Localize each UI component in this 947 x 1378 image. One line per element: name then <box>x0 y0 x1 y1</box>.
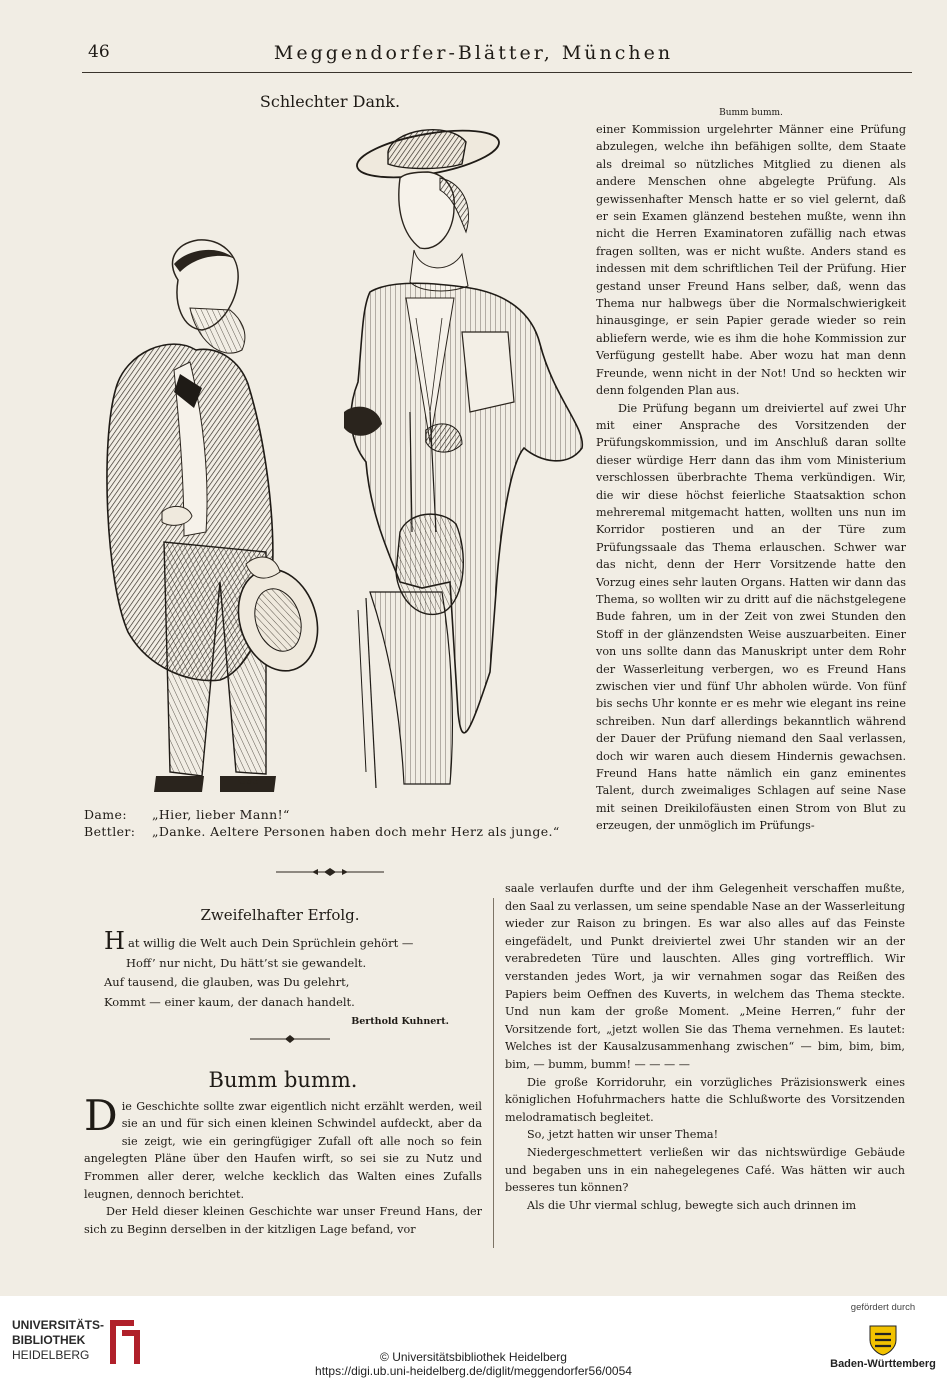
continuation-para-1: saale verlaufen durfte und der ihm Gelegenheit verschaffen mußte, den Saal zu verlassen, um seine spendable Nase an der Wasserleitung wieder zur Raison zu bringen. Es war also alles auf das Feinste eingefädelt, und Punkt dreiviertel zwei Uhr standen wir an der verabredeten Türe und lauschten. Alles ging vortrefflich. Wir verstanden jedes Wort, ja wir vernahmen sogar das Reißen des Papiers beim Oeffnen des Kuverts, in welchem das Thema steckte. Und nun kam der große Moment. „Meine Herren,“ fuhr der Vorsitzende fort, „jetzt wollen Sie das Thema vernehmen. Es lautet: Welches ist der Kausalzusammenhang zwischen“ — bim, bim, bim, bim, — bumm, bumm! — — — — <box>505 882 905 1071</box>
poem-line-2: Hoff’ nur nicht, Du hätt’st sie gewandelt. <box>126 955 367 970</box>
right-column-para-2: Die Prüfung begann um dreiviertel auf zwei Uhr mit einer Ansprache des Vorsitzenden der Prüfungskommission, und im Anschluß daran sollte dieser würdige Herr dann das ihm vom Ministerium verschlossen überbrachte Thema verkündigen. Wir, die wir diese höchst feierliche Staatsaktion schon mehreremal mitgemacht hatten, wollten uns nun im Korridor postieren und an der Türe zum Prüfungssaale das Thema erlauschen. Schwer war das nicht, denn der Herr Vorsitzende hatte den Vorzug eines sehr lauten Organs. Hatten wir dann das Thema, so wollten wir zu dritt auf die nächstgelegene Bude fahren, um in der Zeit von zwei Stunden den Stoff in der glänzendsten Weise auszuarbeiten. Einer von uns sollte dann das Manuskript unter dem Rohr der Wasserleitung verbergen, wo es Freund Hans zwischen vier und fünf Uhr abholen würde. Von fünf bis sechs Uhr konnte er es mehr wie elegant ins reine schreiben. Nun darf allerdings bekanntlich während der Dauer der Prüfung niemand den Saal verlassen, doch wir waren auch diesem Hindernis gewachsen. Freund Hans hatte nämlich ein ganz eminentes Talent, durch zweimaliges Schlagen auf seine Nase mit seinen Dreikilofäusten einen Strom von Blut zu erzeugen, der unmöglich im Prüfungs- <box>596 401 906 833</box>
sponsor-logo[interactable] <box>828 1316 938 1372</box>
story-para-1: Die Geschichte sollte zwar eigentlich nicht erzählt werden, weil sie an und für sich einen kleinen Schwindel aufdeckt, aber da sie zeigt, wie ein geringfügiger Zufall oft alle noch so fein angelegten Pläne über den Haufen wirft, so sei sie zu Nutz und Frommen aller derer, welche kecklich das Walten eines Zufalls leugnen, dennoch berichtet. <box>84 1090 482 1201</box>
cartoon-illustration <box>70 112 590 804</box>
caption-line-beggar: Bettler: „Danke. Aeltere Personen haben doch mehr Herz als junge.“ <box>84 824 560 839</box>
beggar-figure <box>107 240 330 792</box>
cartoon-title: Schlechter Dank. <box>259 92 401 111</box>
uni-line-2: BIBLIOTHEK <box>12 1333 86 1347</box>
lady-figure <box>344 122 582 788</box>
poem-title: Zweifelhafter Erfolg. <box>200 906 360 924</box>
poem-author: Berthold Kuhnert. <box>351 1016 449 1027</box>
page-number: 46 <box>88 42 110 62</box>
poem-line-1: Hat willig die Welt auch Dein Sprüchlein gehört — <box>104 927 414 955</box>
running-head: Bumm bumm. <box>719 108 783 118</box>
drop-cap: D <box>84 1090 118 1140</box>
uni-line-1: UNIVERSITÄTS- <box>12 1318 105 1332</box>
right-column-para-1: einer Kommission urgelehrter Männer eine Prüfung abzulegen, welche ihn befähigen sollte, dem Staate als dreimal so nützliches Mitglied zu dienen als andere Menschen ohne abgelegte Prüfung. Als gewissenhafter Mensch hatte er so viel gelernt, daß er sein Examen glänzend bestehen mußte, wenn ihn nicht die Herren Examinatoren zufällig nach etwas fragen sollten, was er nicht wußte. Anders stand es indessen mit dem schriftlichen Teil der Prüfung. Hier gestand unser Freund Hans selber, daß, wenn das Thema nur halbwegs über die Normalschwierigkeit hinausginge, er sein Papier gerade wieder so rein abliefern werde, wie es ihm die hohe Kommission zur Verfügung gestellt habe. Aber wozu hat man denn Freunde, wenn nicht in der Not! Und so heckten wir denn folgenden Plan aus. <box>596 123 906 398</box>
cartoon-caption <box>84 806 584 840</box>
state-crest-icon <box>866 1322 900 1356</box>
copyright-text: © Universitätsbibliothek Heidelberg <box>380 1350 567 1364</box>
ornament-icon <box>230 1034 350 1044</box>
story-para-2: Der Held dieser kleinen Geschichte war unser Freund Hans, der sich zu Beginn derselben in der kitzligen Lage befand, vor <box>84 1205 482 1236</box>
beggar-and-lady-engraving <box>70 112 590 804</box>
poem-initial: H <box>104 927 125 955</box>
continuation-para-5: Als die Uhr viermal schlug, bewegte sich auch drinnen im <box>527 1198 857 1212</box>
ornament-icon <box>240 866 420 878</box>
permalink[interactable]: https://digi.ub.uni-heidelberg.de/diglit/meggendorfer56/0054 <box>315 1364 632 1378</box>
page-header <box>0 40 947 70</box>
caption-line-lady: Dame: „Hier, lieber Mann!“ <box>84 807 290 822</box>
story-continuation <box>505 880 905 1214</box>
footer-credits <box>0 1350 947 1378</box>
column-rule <box>493 898 494 1248</box>
story <box>84 1068 482 1238</box>
continuation-para-2: Die große Korridoruhr, ein vorzügliches Präzisionswerk eines königlichen Hofuhrmachers hatte die Schlußworte des Vorsitzenden melodramatisch begleitet. <box>505 1075 905 1124</box>
ornament-divider-2 <box>230 1034 350 1047</box>
poem-line-4: Kommt — einer kaum, der danach handelt. <box>104 994 355 1009</box>
continuation-para-4: Niedergeschmettert verließen wir das nichtswürdige Gebäude und begaben uns in ein nahegelegenes Café. Was hätten wir auch besseres tun können? <box>505 1145 905 1195</box>
poem-line-3: Auf tausend, die glauben, was Du gelehrt, <box>104 975 350 989</box>
sponsor-name: Baden-Württemberg <box>830 1358 936 1370</box>
story-title: Bumm bumm. <box>208 1068 358 1092</box>
publication-title: Meggendorfer-Blätter, München <box>273 42 674 64</box>
engraver-signature: G93 <box>238 776 259 787</box>
continuation-para-3: So, jetzt hatten wir unser Thema! <box>527 1128 719 1142</box>
ornament-divider <box>240 866 420 881</box>
poem <box>104 927 449 1032</box>
footer <box>0 1296 947 1378</box>
header-rule <box>82 72 912 73</box>
uni-line-3: HEIDELBERG <box>12 1348 90 1362</box>
funded-by-label: gefördert durch <box>850 1302 916 1313</box>
right-column <box>596 108 906 835</box>
